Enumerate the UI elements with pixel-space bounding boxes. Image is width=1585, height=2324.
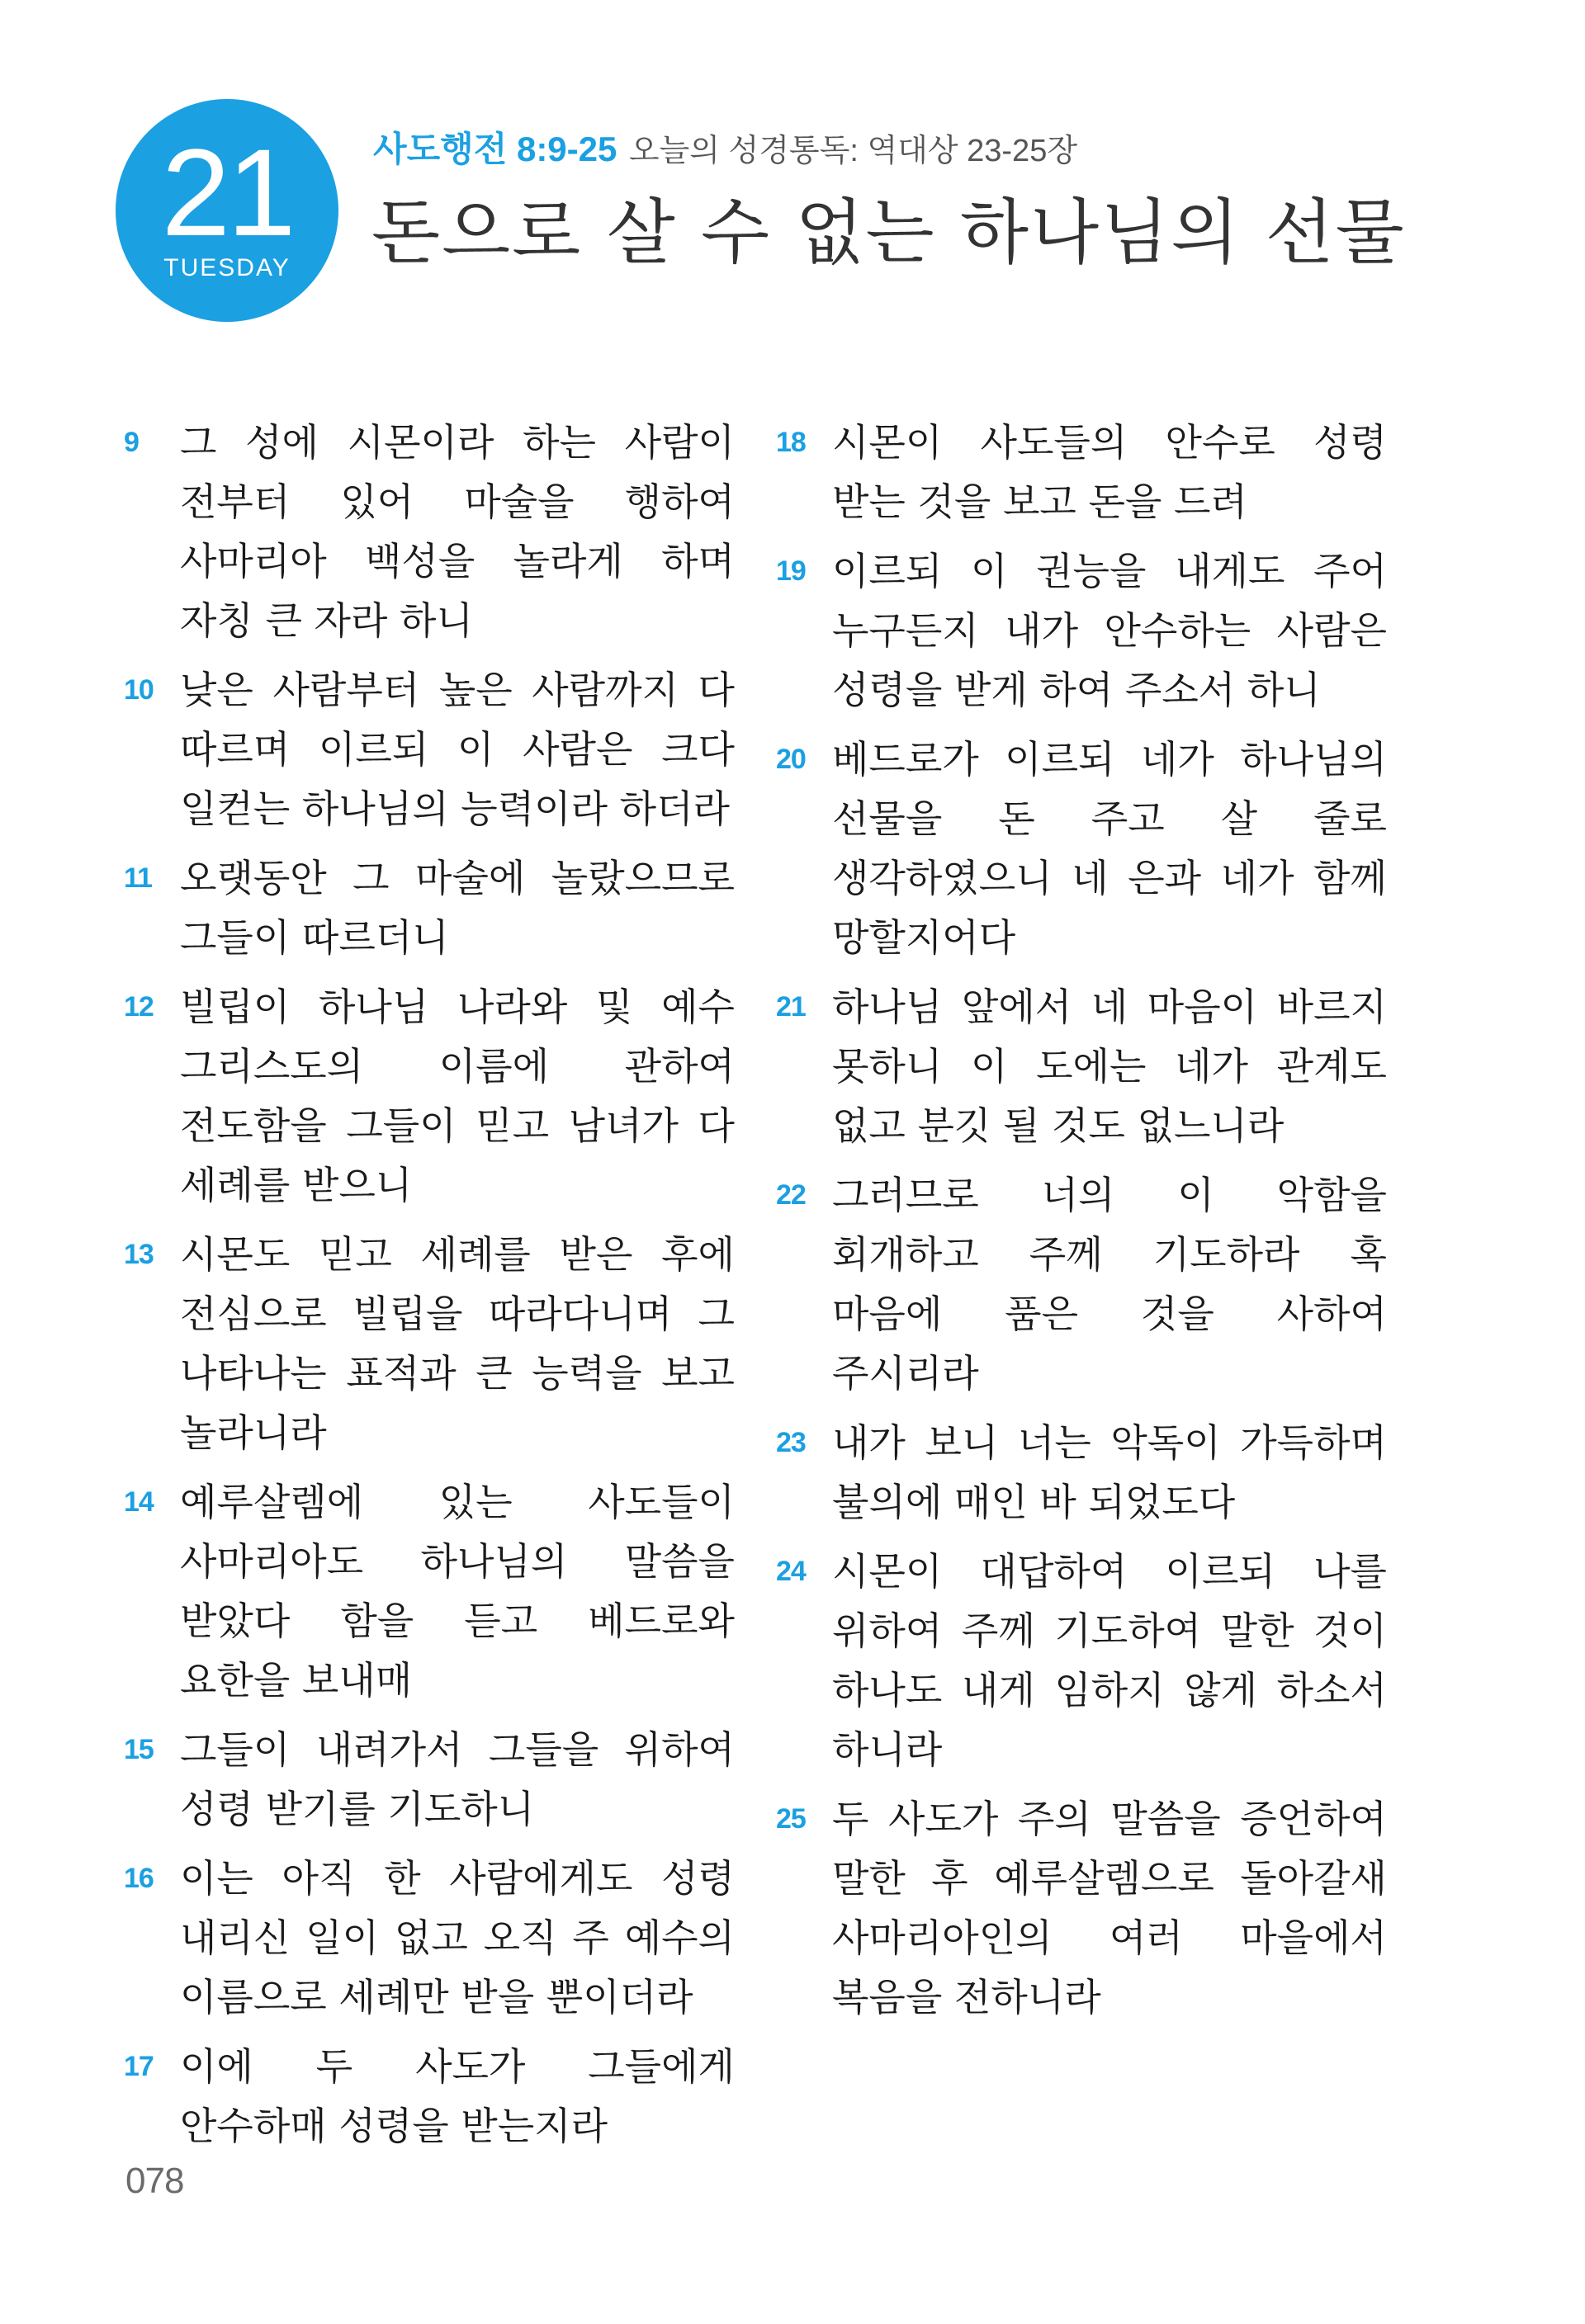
verse-number: 10 xyxy=(124,674,154,706)
verse-number: 11 xyxy=(124,862,152,894)
verse-text: 시몬도 믿고 세례를 받은 후에 전심으로 빌립을 따라다니며 그 나타나는 표적과 큰 능력을 보고 놀라니라 xyxy=(180,1232,735,1455)
date-number: 21 xyxy=(161,123,293,262)
verse xyxy=(124,848,735,967)
verse-number: 9 xyxy=(124,427,139,458)
verse-text: 이르되 이 권능을 내게도 주어 누구든지 내가 안수하는 사람은 성령을 받게 하여 주소서 하니 xyxy=(832,549,1387,712)
verse xyxy=(776,977,1387,1155)
verse-number: 13 xyxy=(124,1239,154,1270)
verse-text: 그 성에 시몬이라 하는 사람이 전부터 있어 마술을 행하여 사마리아 백성을 놀라게 하며 자칭 큰 자라 하니 xyxy=(180,420,735,643)
verse xyxy=(776,1542,1387,1779)
verse xyxy=(124,413,735,650)
verse-text: 베드로가 이르되 네가 하나님의 선물을 돈 주고 살 줄로 생각하였으니 네 은과 네가 함께 망할지어다 xyxy=(832,737,1387,960)
verse xyxy=(124,660,735,838)
verse-number: 23 xyxy=(776,1427,806,1458)
verse-column-left xyxy=(124,413,735,2166)
verse-text: 이에 두 사도가 그들에게 안수하매 성령을 받는지라 xyxy=(180,2044,735,2148)
verse-text: 내가 보니 너는 악독이 가득하며 불의에 매인 바 되었도다 xyxy=(832,1420,1387,1524)
verse-number: 15 xyxy=(124,1734,154,1765)
verse xyxy=(124,2037,735,2156)
verse-number: 20 xyxy=(776,744,806,775)
weekday-label: TUESDAY xyxy=(163,254,291,281)
verse-text: 시몬이 사도들의 안수로 성령 받는 것을 보고 돈을 드려 xyxy=(832,420,1387,524)
date-badge xyxy=(116,99,338,322)
verse-number: 14 xyxy=(124,1486,154,1518)
verse xyxy=(124,1472,735,1710)
scripture-reference: 사도행전 8:9-25 xyxy=(373,130,617,168)
verse-text: 빌립이 하나님 나라와 및 예수 그리스도의 이름에 관하여 전도함을 그들이 믿고 남녀가 다 세례를 받으니 xyxy=(180,985,735,1207)
verse-number: 16 xyxy=(124,1863,154,1894)
verse-number: 24 xyxy=(776,1556,806,1587)
verse-number: 12 xyxy=(124,991,154,1023)
verse-number: 18 xyxy=(776,427,806,458)
verse xyxy=(776,541,1387,720)
verse xyxy=(124,1720,735,1839)
verse-text: 그들이 내려가서 그들을 위하여 성령 받기를 기도하니 xyxy=(180,1727,735,1831)
verse-number: 21 xyxy=(776,991,806,1023)
verse xyxy=(776,1413,1387,1532)
verse-text: 예루살렘에 있는 사도들이 사마리아도 하나님의 말씀을 받았다 함을 듣고 베드로와 요한을 보내매 xyxy=(180,1480,735,1703)
verse xyxy=(776,1789,1387,2027)
verse xyxy=(776,413,1387,531)
verse-text: 그러므로 너의 이 악함을 회개하고 주께 기도하라 혹 마음에 품은 것을 사하여 주시리라 xyxy=(832,1173,1387,1396)
daily-reading: 오늘의 성경통독: 역대상 23-25장 xyxy=(628,134,1078,168)
verse xyxy=(124,977,735,1215)
verse xyxy=(776,730,1387,967)
page-title: 돈으로 살 수 없는 하나님의 선물 xyxy=(371,191,1406,274)
verse-number: 25 xyxy=(776,1803,806,1835)
verse-number: 19 xyxy=(776,555,806,587)
verse-text: 하나님 앞에서 네 마음이 바르지 못하니 이 도에는 네가 관계도 없고 분깃 될 것도 없느니라 xyxy=(832,985,1387,1148)
verse-text: 시몬이 대답하여 이르되 나를 위하여 주께 기도하여 말한 것이 하나도 내게 임하지 않게 하소서 하니라 xyxy=(832,1549,1387,1772)
verse-text: 이는 아직 한 사람에게도 성령 내리신 일이 없고 오직 주 예수의 이름으로 세례만 받을 뿐이더라 xyxy=(180,1856,735,2019)
verse-text: 낮은 사람부터 높은 사람까지 다 따르며 이르되 이 사람은 크다 일컫는 하나님의 능력이라 하더라 xyxy=(180,668,735,831)
verse xyxy=(124,1849,735,2027)
reference-line xyxy=(373,122,1077,172)
verse xyxy=(124,1225,735,1462)
verse-text: 오랫동안 그 마술에 놀랐으므로 그들이 따르더니 xyxy=(180,856,735,960)
verse-text: 두 사도가 주의 말씀을 증언하여 말한 후 예루살렘으로 돌아갈새 사마리아인의 여러 마을에서 복음을 전하니라 xyxy=(832,1797,1387,2019)
verse xyxy=(776,1165,1387,1403)
verse-number: 22 xyxy=(776,1179,806,1211)
page-number: 078 xyxy=(125,2161,184,2201)
verse-column-right xyxy=(776,413,1387,2037)
verse-number: 17 xyxy=(124,2051,154,2082)
